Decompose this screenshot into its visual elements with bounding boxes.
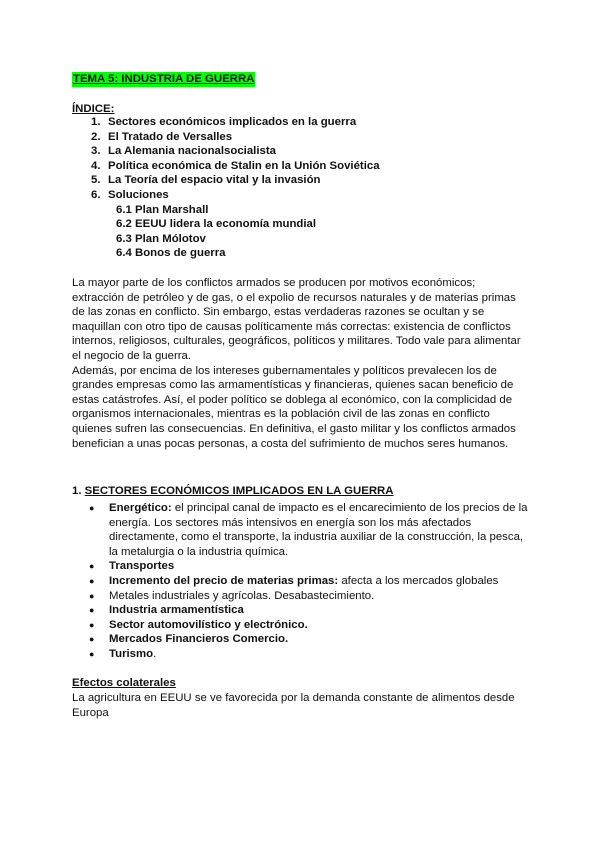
section-1-title: SECTORES ECONÓMICOS IMPLICADOS EN LA GUERRA [84, 485, 394, 497]
bullet-item [88, 603, 533, 618]
section-1-number: 1. [72, 485, 82, 497]
bullet-item [88, 559, 533, 574]
bullet-item [88, 501, 533, 559]
index-item-number: 1. [91, 116, 101, 128]
bullet-bold: Sector automovilístico y electrónico. [109, 618, 308, 631]
bullet-text: afecta a los mercados globales [338, 574, 499, 587]
index-item-label: Soluciones [108, 188, 169, 201]
page-title: TEMA 5: INDUSTRIA DE GUERRA [73, 73, 255, 85]
index-item [91, 173, 380, 188]
index-subitem: 6.1 Plan Marshall [116, 203, 209, 216]
index-item-number: 6. [91, 188, 101, 201]
bullet-bold: Industria armamentística [109, 604, 244, 617]
index-item-number: 3. [91, 145, 101, 158]
bullet-icon: ● [89, 575, 95, 586]
index-item-label: La Teoría del espacio vital y la invasión [108, 174, 321, 187]
index-item-number: 4. [91, 159, 101, 172]
bullet-icon: ● [89, 619, 95, 630]
bullet-bold: Turismo [109, 647, 154, 660]
bullet-item [88, 632, 533, 647]
index-item [91, 144, 380, 159]
section-1-bullets [88, 501, 533, 662]
section-1-heading [72, 484, 394, 499]
collateral-effects-text: La agricultura en EEUU se ve favorecida por la demanda constante de alimentos desde Europa [72, 692, 515, 719]
bullet-bold: Incremento del precio de materias primas: [109, 574, 339, 587]
bullet-text: el principal canal de impacto es el encarecimiento de los precios de la energía. Los sectores más intensivos en energía son los más afectados directamente, como el transporte, la industria auxiliar de la construcción, la pesca, la metalurgia o la industria química. [109, 502, 528, 558]
index-item-number: 5. [91, 174, 101, 187]
index-item-label: La Alemania nacionalsocialista [108, 145, 276, 158]
index-subitem: 6.2 EEUU lidera la economía mundial [116, 218, 317, 231]
bullet-icon: ● [89, 561, 95, 572]
index-subitem: 6.4 Bonos de guerra [116, 247, 226, 260]
bullet-item [88, 647, 533, 662]
index-subitem: 6.3 Plan Mólotov [116, 232, 206, 245]
collateral-effects-heading: Efectos colaterales [72, 677, 176, 689]
index-item-label: El Tratado de Versalles [108, 130, 233, 143]
bullet-item [88, 574, 533, 589]
bullet-text: . [153, 647, 157, 660]
index-item [91, 115, 380, 130]
index-item [91, 188, 380, 203]
index-item [91, 159, 380, 174]
bullet-icon: ● [89, 648, 95, 659]
index-item-label: Sectores económicos implicados en la guerra [108, 116, 357, 128]
bullet-icon: ● [89, 634, 95, 645]
bullet-bold: Energético: [109, 502, 172, 514]
bullet-icon: ● [89, 605, 95, 616]
intro-text [72, 276, 530, 451]
bullet-icon: ● [89, 590, 95, 601]
bullet-icon: ● [89, 503, 95, 513]
bullet-text: Metales industriales y agrícolas. Desabastecimiento. [109, 589, 375, 602]
bullet-bold: Transportes [109, 560, 175, 573]
bullet-item [88, 589, 533, 604]
bullet-item [88, 618, 533, 633]
index-item-label: Política económica de Stalin en la Unión Soviética [108, 159, 380, 172]
index-item-number: 2. [91, 130, 101, 143]
intro-paragraph-2: Además, por encima de los intereses gubernamentales y políticos prevalecen los de grandes empresas como las armamentísticas y financieras, quienes sacan beneficio de estas catástrofes. Así, el poder político se doblega al económico, con la complicidad de organismos internacionales, mientras es la población civil de las zonas en conflicto quienes sufren las consecuencias. En definitiva, el gasto militar y los conflictos armados benefician a unas pocas personas, a costa del sufrimiento de muchos seres humanos. [72, 364, 516, 450]
intro-paragraph-1: La mayor parte de los conflictos armados se producen por motivos económicos; extracción de petróleo y de gas, o el expolio de recursos naturales y de materias primas de las zonas en conflicto. Sin embargo, estas verdaderas razones se ocultan y se maquillan con otro tipo de causas políticamente más correctas: existencia de conflictos internos, religiosos, culturales, geográficos, políticos y militares. Todo vale para alimentar el negocio de la guerra. [72, 277, 521, 362]
index-item [91, 130, 380, 145]
index-list [91, 115, 380, 261]
bullet-bold: Mercados Financieros Comercio. [109, 633, 289, 646]
index-heading: ÍNDICE: [72, 103, 115, 115]
